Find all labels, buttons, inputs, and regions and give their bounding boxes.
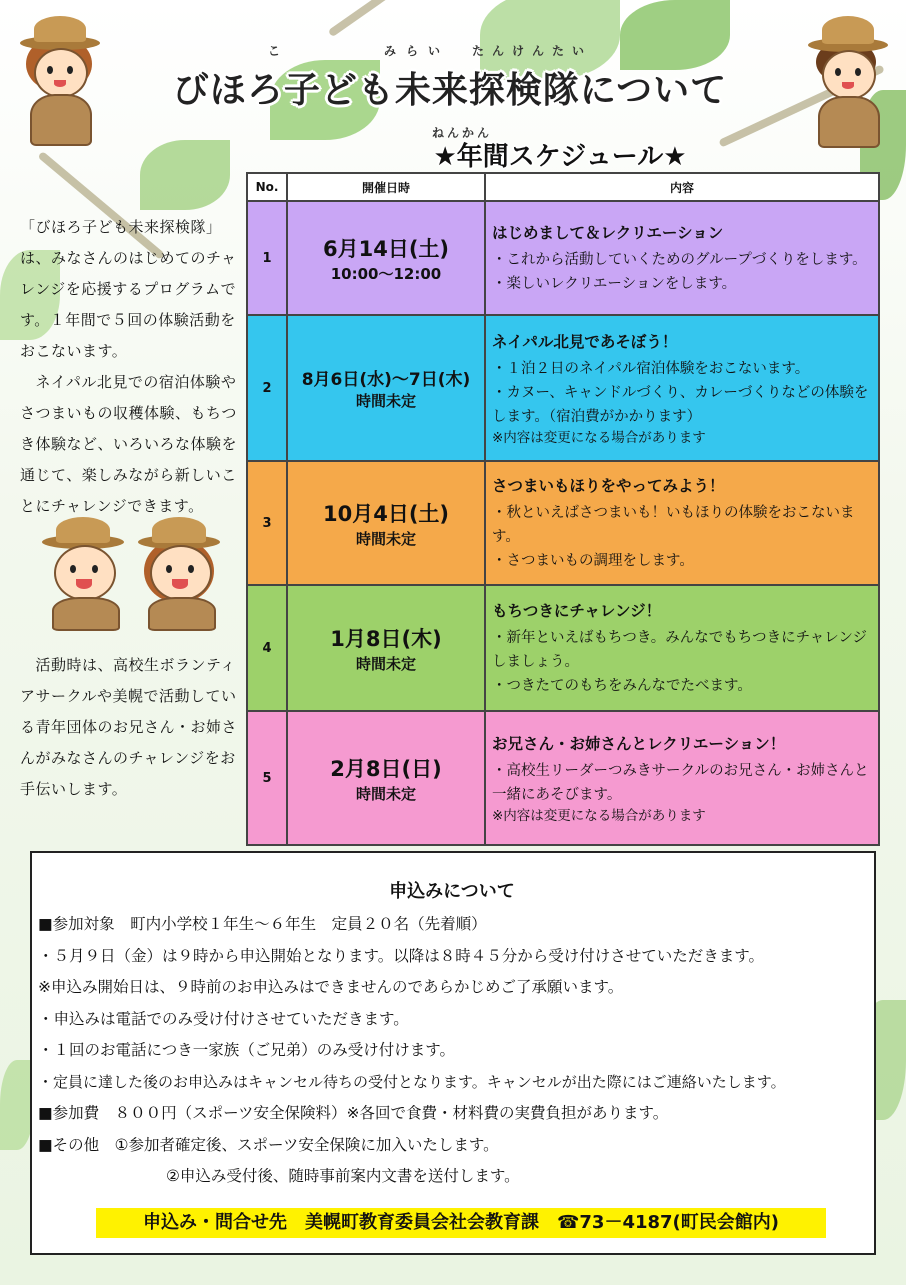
waitlist-line: ・定員に達した後のお申込みはキャンセル待ちの受付となります。キャンセルが出た際にはご連絡いたします。 xyxy=(38,1072,786,1091)
event-date-day: 1月8日(木) xyxy=(330,626,442,651)
page-title: びほろ子ども未来探検隊について xyxy=(172,70,728,111)
schedule-subtitle: ★年間スケジュール★ xyxy=(433,142,687,172)
title-ruby-mirai: みらい xyxy=(384,44,451,58)
event-time: 10:00～12:00 xyxy=(330,264,442,283)
row-number: 4 xyxy=(247,585,287,711)
event-detail: ・つきたてのもちをみんなでたべます。 xyxy=(492,677,752,694)
event-content xyxy=(485,201,879,315)
explorer-girl-illustration xyxy=(14,14,104,144)
application-heading: 申込みについて xyxy=(389,881,515,902)
event-title: はじめまして＆レクリエーション xyxy=(492,223,724,242)
event-content xyxy=(485,315,879,461)
event-detail: ・秋といえばさつまいも！いもほりの体験をおこないます。 xyxy=(492,504,855,545)
intro-text xyxy=(20,212,242,522)
event-time: 時間未定 xyxy=(355,529,416,548)
row-number: 2 xyxy=(247,315,287,461)
title-ruby-tanken: たんけんたい xyxy=(472,44,593,58)
event-time: 時間未定 xyxy=(355,392,416,410)
event-title: もちつきにチャレンジ！ xyxy=(492,601,662,620)
leaf xyxy=(0,1060,34,1150)
event-content xyxy=(485,585,879,711)
explorer-boy-illustration xyxy=(800,14,892,146)
event-time: 時間未定 xyxy=(355,784,416,803)
application-start-line: ・５月９日（金）は９時から申込開始となります。以降は８時４５分から受け付けさせていただきます。 xyxy=(38,946,765,965)
event-note: ※内容は変更になる場合があります xyxy=(492,429,706,446)
event-title: お兄さん・お姉さんとレクリエーション！ xyxy=(492,734,786,753)
column-header-content: 内容 xyxy=(485,173,879,201)
event-content xyxy=(485,461,879,585)
event-date-day: 2月8日(日) xyxy=(330,756,442,781)
application-notice-line: ※申込み開始日は、９時前のお申込みはできませんのであらかじめご了承願います。 xyxy=(38,978,624,996)
schedule-table xyxy=(246,172,880,846)
event-date-day: 6月14日(土) xyxy=(322,236,450,261)
event-date-day: 10月4日(土) xyxy=(322,501,450,526)
title-ruby-ko: こ xyxy=(268,44,281,58)
event-title: さつまいもほりをやってみよう！ xyxy=(492,476,725,495)
event-detail: ・カヌー、キャンドルづくり、カレーづくりなどの体験をします。（宿泊費がかかります） xyxy=(492,384,869,425)
table-row xyxy=(247,461,879,585)
event-detail: ・これから活動していくためのグループづくりをします。 xyxy=(492,251,867,268)
event-date xyxy=(287,315,485,461)
table-row xyxy=(247,711,879,845)
eligibility-line: ■参加対象 町内小学校１年生～６年生 定員２０名（先着順） xyxy=(38,915,487,933)
event-title: ネイパル北見であそぼう！ xyxy=(492,332,678,351)
event-detail: ・さつまいもの調理をします。 xyxy=(492,552,694,569)
row-number: 5 xyxy=(247,711,287,845)
table-header-row xyxy=(247,173,879,201)
application-info-box xyxy=(30,851,876,1255)
event-content xyxy=(485,711,879,845)
event-time: 時間未定 xyxy=(355,654,416,673)
table-row xyxy=(247,585,879,711)
column-header-no: No. xyxy=(247,173,287,201)
per-family-line: ・１回のお電話につき一家族（ご兄弟）のみ受け付けます。 xyxy=(38,1041,455,1059)
other-line-2: ②申込み受付後、随時事前案内文書を送付します。 xyxy=(166,1167,520,1185)
intro-paragraph-1: 「びほろ子ども未来探検隊」は、みなさんのはじめてのチャレンジを応援するプログラムです。１年間で５回の体験活動をおこないます。 xyxy=(20,218,237,360)
leaf xyxy=(620,0,730,70)
event-detail: ・楽しいレクリエーションをします。 xyxy=(492,275,737,292)
event-detail: ・新年といえばもちつき。みんなでもちつきにチャレンジしましょう。 xyxy=(492,629,867,670)
event-date-day: 8月6日(水)～7日(木) xyxy=(301,370,471,390)
table-row xyxy=(247,201,879,315)
event-detail: ・１泊２日のネイパル宿泊体験をおこないます。 xyxy=(492,360,810,377)
event-note: ※内容は変更になる場合があります xyxy=(492,807,706,824)
leaf xyxy=(140,140,230,210)
intro-paragraph-2: ネイパル北見での宿泊体験やさつまいもの収穫体験、もちつき体験など、いろいろな体験を通じて、楽しみながら新しいことにチャレンジできます。 xyxy=(20,373,238,515)
event-date xyxy=(287,585,485,711)
event-date xyxy=(287,201,485,315)
subtitle-ruby: ねんかん xyxy=(432,126,493,140)
event-date xyxy=(287,711,485,845)
helper-text xyxy=(20,650,242,805)
other-line-1: ■その他 ①参加者確定後、スポーツ安全保険に加入いたします。 xyxy=(38,1135,499,1154)
cheering-boy-illustration xyxy=(38,515,128,627)
table-row xyxy=(247,315,879,461)
row-number: 3 xyxy=(247,461,287,585)
fee-line: ■参加費 ８００円（スポーツ安全保険料）※各回で食費・材料費の実費負担があります。 xyxy=(38,1104,669,1122)
intro-paragraph-3: 活動時は、高校生ボランティアサークルや美幌で活動している青年団体のお兄さん・お姉さんがみなさんのチャレンジをお手伝いします。 xyxy=(20,656,238,798)
event-detail: ・高校生リーダーつみきサークルのお兄さん・お姉さんと一緒にあそびます。 xyxy=(492,762,869,803)
cheering-girl-illustration xyxy=(134,515,224,627)
event-date xyxy=(287,461,485,585)
column-header-date: 開催日時 xyxy=(287,173,485,201)
row-number: 1 xyxy=(247,201,287,315)
phone-only-line: ・申込みは電話でのみ受け付けさせていただきます。 xyxy=(38,1009,409,1028)
contact-banner: 申込み・問合せ先 美幌町教育委員会社会教育課 ☎73－4187(町民会館内) xyxy=(96,1208,826,1238)
